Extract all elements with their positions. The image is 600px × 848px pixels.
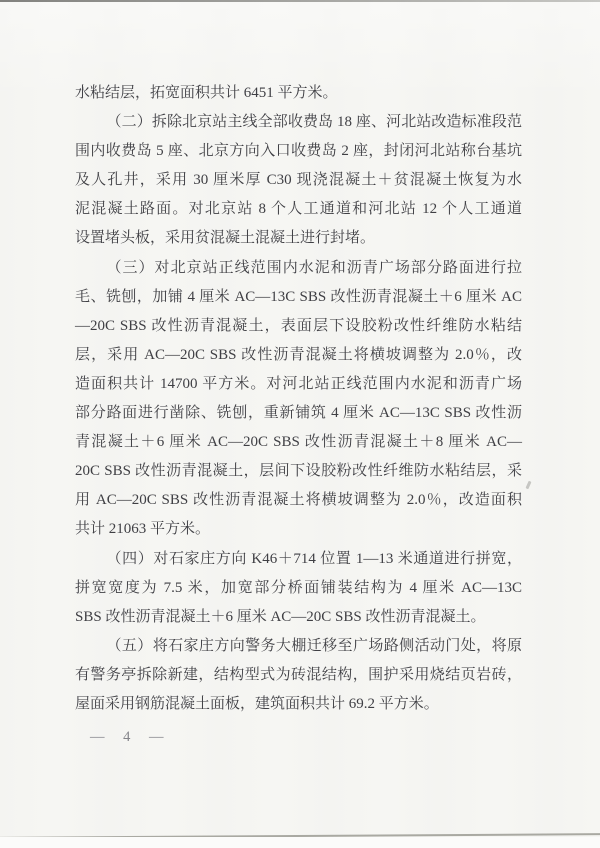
page-number: — 4 — xyxy=(90,729,165,745)
text-line: 用 AC—20C SBS 改性沥青混凝土将横坡调整为 2.0％，改造面积 xyxy=(75,492,522,509)
text-line: 部分路面进行凿除、铣刨，重新铺筑 4 厘米 AC—13C SBS 改性沥 xyxy=(75,405,522,422)
text-line: 有警务亭拆除新建，结构型式为砖混结构，围护采用烧结页岩砖， xyxy=(75,666,522,683)
text-line: （二）拆除北京站主线全部收费岛 18 座、河北站改造标准段范 xyxy=(106,114,522,131)
text-line: （五）将石家庄方向警务大棚迁移至广场路侧活动门处，将原 xyxy=(106,637,522,654)
text-line: 青混凝土＋6 厘米 AC—20C SBS 改性沥青混凝土＋8 厘米 AC— xyxy=(75,434,522,451)
text-line: 设置堵头板，采用贫混凝土混凝土进行封堵。 xyxy=(75,230,376,247)
text-line: 水粘结层，拓宽面积共计 6451 平方米。 xyxy=(75,85,338,101)
text-line: 屋面采用钢筋混凝土面板，建筑面积共计 69.2 平方米。 xyxy=(75,695,439,712)
scanner-background xyxy=(0,837,600,848)
text-line: 层，采用 AC—20C SBS 改性沥青混凝土将横坡调整为 2.0％，改 xyxy=(75,346,522,363)
text-line: （四）对石家庄方向 K46＋714 位置 1—13 米通道进行拼宽， xyxy=(106,550,522,567)
text-line: 20C SBS 改性沥青混凝土，层间下设胶粉改性纤维防水粘结层，采 xyxy=(75,463,522,480)
text-line: —20C SBS 改性沥青混凝土，表面层下设胶粉改性纤维防水粘结 xyxy=(75,317,522,334)
text-line: 泥混凝土路面。对北京站 8 个人工通道和河北站 12 个人工通道 xyxy=(75,201,522,218)
text-line: 拼宽宽度为 7.5 米，加宽部分桥面铺装结构为 4 厘米 AC—13C xyxy=(75,579,522,596)
scan-speck-mark xyxy=(526,481,532,490)
text-line: 共计 21063 平方米。 xyxy=(75,521,211,538)
text-line: 毛、铣刨，加铺 4 厘米 AC—13C SBS 改性沥青混凝土＋6 厘米 AC xyxy=(75,288,522,305)
text-line: SBS 改性沥青混凝土＋6 厘米 AC—20C SBS 改性沥青混凝土。 xyxy=(75,608,486,625)
text-line: 及人孔井，采用 30 厘米厚 C30 现浇混凝土＋贫混凝土恢复为水 xyxy=(75,172,522,189)
text-line: （三）对北京站正线范围内水泥和沥青广场部分路面进行拉 xyxy=(106,259,522,276)
scan-top-edge xyxy=(0,0,600,2)
document-body-text xyxy=(75,79,522,719)
text-line: 围内收费岛 5 座、北京方向入口收费岛 2 座，封闭河北站称台基坑 xyxy=(75,143,522,160)
text-line: 造面积共计 14700 平方米。对河北站正线范围内水泥和沥青广场 xyxy=(75,375,522,392)
